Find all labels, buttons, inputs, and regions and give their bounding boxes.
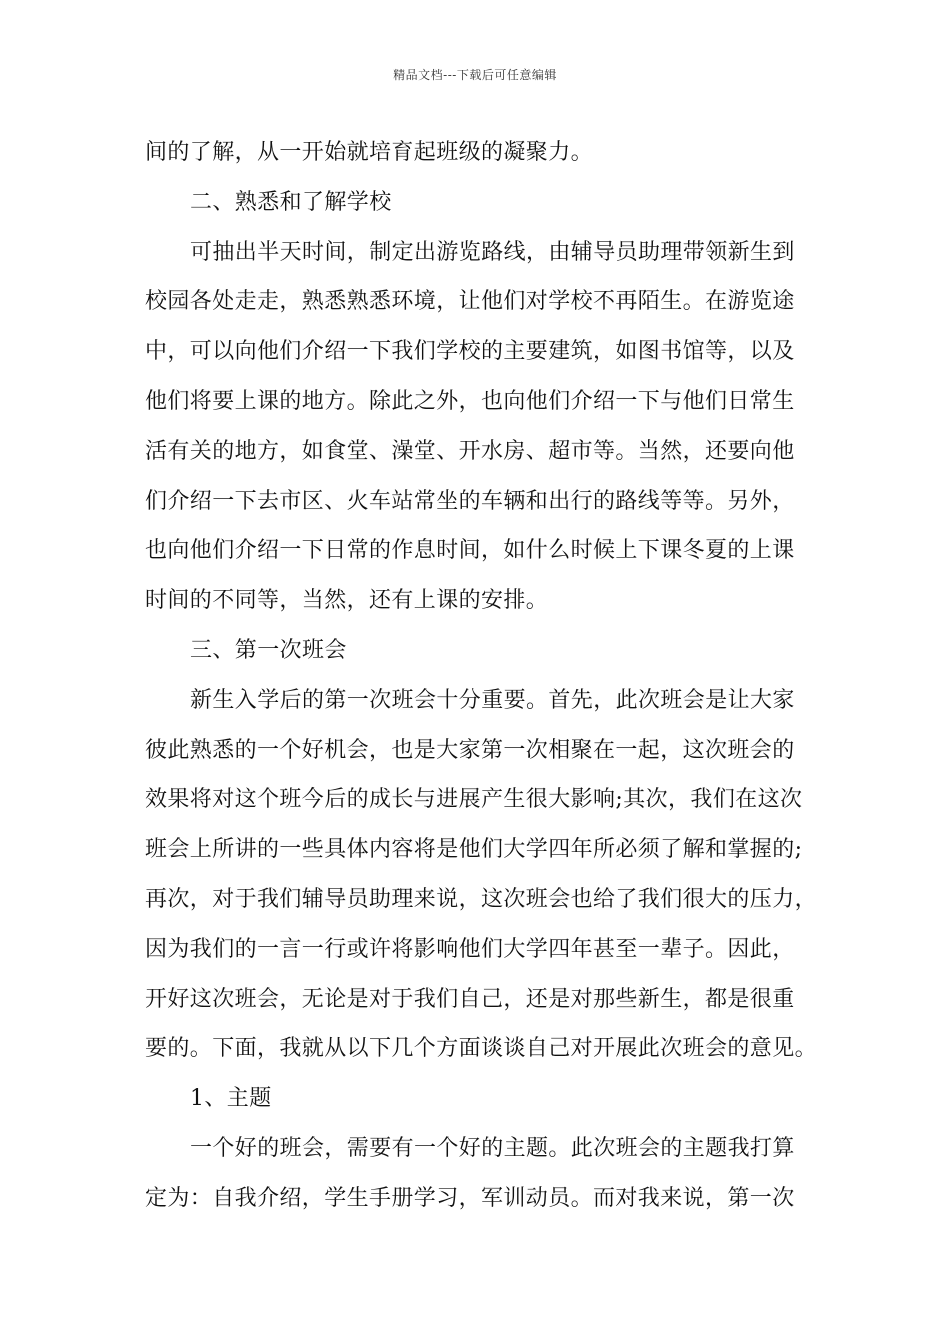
text-line: 效果将对这个班今后的成长与进展产生很大影响;其次，我们在这次 [145,787,803,813]
text-line: 要的。下面，我就从以下几个方面谈谈自己对开展此次班会的意见。 [145,1036,818,1062]
text-line: 他们将要上课的地方。除此之外，也向他们介绍一下与他们日常生 [145,388,795,414]
text-line: 活有关的地方，如食堂、澡堂、开水房、超市等。当然，还要向他 [145,438,795,464]
page-header: 精品文档---下载后可任意编辑 [393,68,557,82]
section-heading: 三、第一次班会 [190,637,347,663]
subsection-heading: 1、主题 [190,1086,272,1112]
text-line: 新生入学后的第一次班会十分重要。首先，此次班会是让大家 [190,687,795,713]
text-line: 中，可以向他们介绍一下我们学校的主要建筑，如图书馆等，以及 [145,339,795,365]
text-line: 时间的不同等，当然，还有上课的安排。 [145,588,549,614]
text-line: 校园各处走走，熟悉熟悉环境，让他们对学校不再陌生。在游览途 [145,289,795,315]
document-body [145,128,825,1224]
text-line: 一个好的班会，需要有一个好的主题。此次班会的主题我打算 [190,1135,795,1161]
text-line: 们介绍一下去市区、火车站常坐的车辆和出行的路线等等。另外， [145,488,795,514]
text-line: 彼此熟悉的一个好机会，也是大家第一次相聚在一起，这次班会的 [145,737,795,763]
text-line: 定为：自我介绍，学生手册学习，军训动员。而对我来说，第一次 [145,1185,795,1211]
text-line: 可抽出半天时间，制定出游览路线，由辅导员助理带领新生到 [190,239,795,265]
text-line: 开好这次班会，无论是对于我们自己，还是对那些新生，都是很重 [145,986,795,1012]
text-line: 再次，对于我们辅导员助理来说，这次班会也给了我们很大的压力， [145,886,818,912]
section-heading: 二、熟悉和了解学校 [190,189,392,215]
text-line: 班会上所讲的一些具体内容将是他们大学四年所必须了解和掌握的; [145,837,803,863]
text-line: 间的了解，从一开始就培育起班级的凝聚力。 [145,140,594,165]
text-line: 因为我们的一言一行或许将影响他们大学四年甚至一辈子。因此， [145,936,795,962]
text-line: 也向他们介绍一下日常的作息时间，如什么时候上下课冬夏的上课 [145,538,795,564]
